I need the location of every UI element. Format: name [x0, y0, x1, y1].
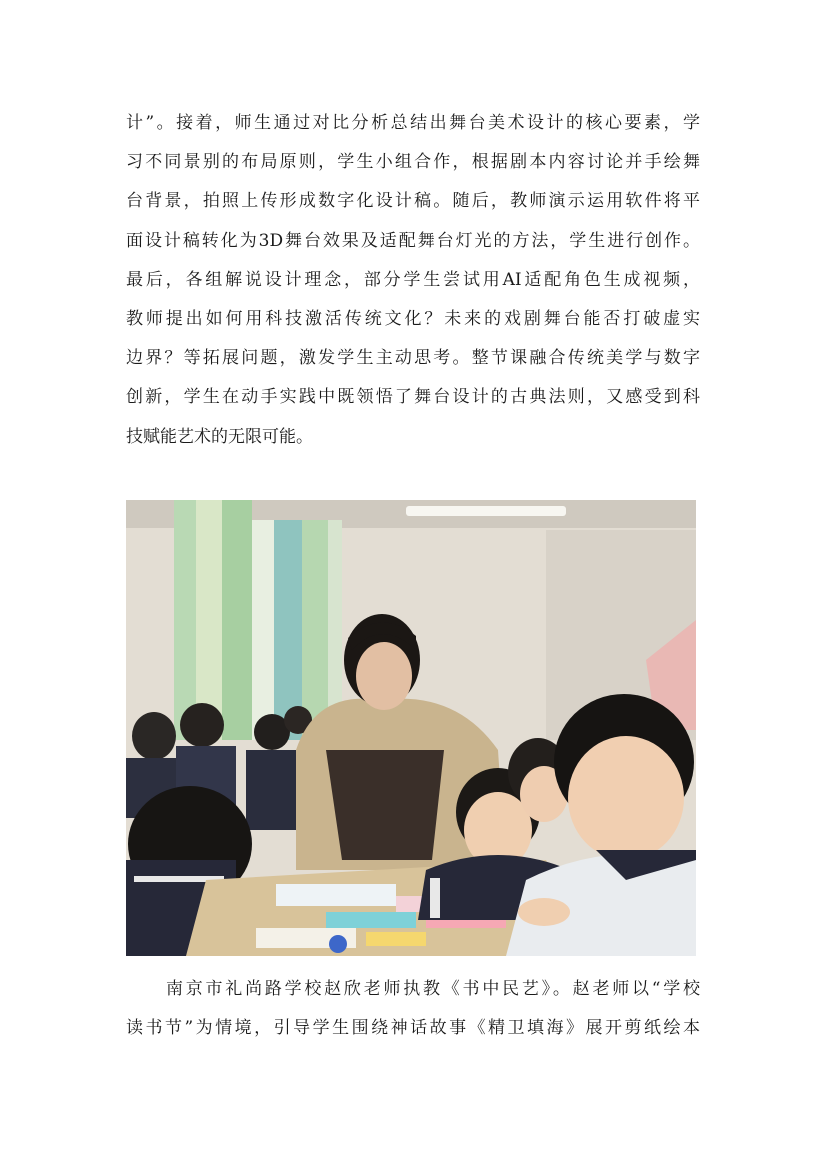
text-line: 教师提出如何用科技激活传统文化？未来的戏剧舞台能否打破虚实	[126, 309, 700, 330]
text-line: 台背景，拍照上传形成数字化设计稿。随后，教师演示运用软件将平	[126, 191, 700, 212]
text-line: 南京市礼尚路学校赵欣老师执教《书中民艺》。赵老师以“学校	[166, 979, 700, 999]
text-line: 边界？等拓展问题，激发学生主动思考。整节课融合传统美学与数字	[126, 348, 700, 369]
text-line: 最后，各组解说设计理念，部分学生尝试用AI适配角色生成视频，	[126, 269, 700, 290]
paragraph-top	[126, 104, 700, 457]
paragraph-bottom	[126, 970, 700, 1048]
text-line: 计”。接着，师生通过对比分析总结出舞台美术设计的核心要素，学	[126, 113, 700, 133]
text-line: 读书节”为情境，引导学生围绕神话故事《精卫填海》展开剪纸绘本	[126, 1018, 700, 1039]
text-line: 面设计稿转化为3D舞台效果及适配舞台灯光的方法，学生进行创作。	[126, 230, 700, 251]
text-line: 技赋能艺术的无限可能。	[126, 426, 313, 447]
text-line: 习不同景别的布局原则，学生小组合作，根据剧本内容讨论并手绘舞	[126, 152, 700, 173]
text-line: 创新，学生在动手实践中既领悟了舞台设计的古典法则，又感受到科	[126, 387, 700, 408]
classroom-photo	[126, 500, 696, 956]
